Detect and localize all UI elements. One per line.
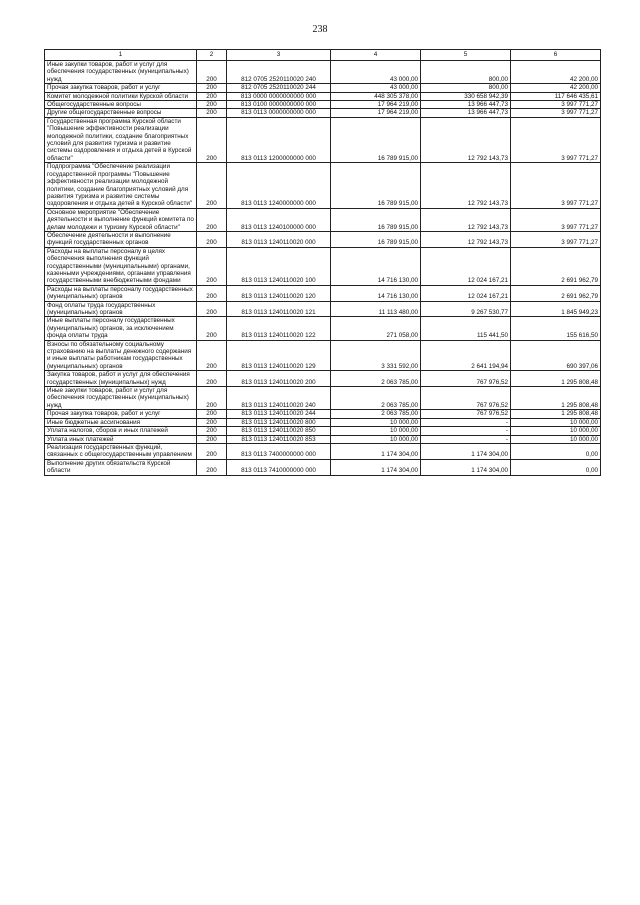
- row-unexecuted-cell: 2 691 962,79: [511, 247, 601, 285]
- row-unexecuted-cell: 42 200,00: [511, 84, 601, 92]
- row-unexecuted-cell: 690 397,06: [511, 340, 601, 371]
- row-unexecuted-cell: 3 997 771,27: [511, 231, 601, 247]
- row-executed-cell: 800,00: [421, 61, 511, 84]
- row-code-cell: 200: [197, 101, 227, 109]
- row-unexecuted-cell: 10 000,00: [511, 418, 601, 426]
- row-executed-cell: 9 267 530,77: [421, 301, 511, 317]
- row-unexecuted-cell: 3 997 771,27: [511, 208, 601, 231]
- table-row: [45, 459, 601, 475]
- row-approved-cell: 2 063 785,00: [331, 387, 421, 410]
- table-row: [45, 443, 601, 459]
- row-name-cell: Прочая закупка товаров, работ и услуг: [45, 410, 197, 418]
- column-number-row: [45, 50, 601, 61]
- row-executed-cell: 767 976,52: [421, 371, 511, 387]
- row-approved-cell: 3 331 592,00: [331, 340, 421, 371]
- row-approved-cell: 43 000,00: [331, 61, 421, 84]
- row-approved-cell: 16 789 915,00: [331, 117, 421, 162]
- row-code-cell: 200: [197, 163, 227, 208]
- row-kbk-cell: 813 0113 1240110020 100: [227, 247, 331, 285]
- row-code-cell: 200: [197, 61, 227, 84]
- table-row: [45, 285, 601, 301]
- row-name-cell: Обеспечение деятельности и выполнение функций государственных органов: [45, 231, 197, 247]
- row-unexecuted-cell: 42 200,00: [511, 61, 601, 84]
- row-kbk-cell: 813 0113 1240110020 120: [227, 285, 331, 301]
- table-row: [45, 410, 601, 418]
- row-code-cell: 200: [197, 410, 227, 418]
- row-approved-cell: 17 964 219,00: [331, 101, 421, 109]
- row-kbk-cell: 813 0113 1240110020 121: [227, 301, 331, 317]
- row-unexecuted-cell: 1 845 949,23: [511, 301, 601, 317]
- row-name-cell: Фонд оплаты труда государственных (муниципальных) органов: [45, 301, 197, 317]
- row-unexecuted-cell: 155 616,50: [511, 317, 601, 340]
- row-name-cell: Выполнение других обязательств Курской области: [45, 459, 197, 475]
- row-approved-cell: 16 789 915,00: [331, 163, 421, 208]
- row-executed-cell: 13 966 447,73: [421, 109, 511, 117]
- table-row: [45, 109, 601, 117]
- row-code-cell: 200: [197, 427, 227, 435]
- table-row: [45, 117, 601, 162]
- row-code-cell: 200: [197, 247, 227, 285]
- table-row: [45, 92, 601, 100]
- row-name-cell: Прочая закупка товаров, работ и услуг: [45, 84, 197, 92]
- row-unexecuted-cell: 10 000,00: [511, 427, 601, 435]
- row-code-cell: 200: [197, 84, 227, 92]
- row-code-cell: 200: [197, 109, 227, 117]
- row-name-cell: Реализация государственных функций, связанных с общегосударственным управлением: [45, 443, 197, 459]
- row-code-cell: 200: [197, 435, 227, 443]
- table-row: [45, 84, 601, 92]
- row-executed-cell: 12 792 143,73: [421, 231, 511, 247]
- row-approved-cell: 10 000,00: [331, 418, 421, 426]
- table-row: [45, 427, 601, 435]
- row-code-cell: 200: [197, 371, 227, 387]
- row-kbk-cell: 813 0113 7410000000 000: [227, 459, 331, 475]
- row-name-cell: Иные выплаты персоналу государственных (муниципальных) органов, за исключением фонда оплаты труда: [45, 317, 197, 340]
- row-executed-cell: -: [421, 427, 511, 435]
- row-approved-cell: 1 174 304,00: [331, 443, 421, 459]
- row-kbk-cell: 813 0113 1240110020 850: [227, 427, 331, 435]
- row-name-cell: Иные закупки товаров, работ и услуг для обеспечения государственных (муниципальных) нужд: [45, 61, 197, 84]
- row-unexecuted-cell: 3 997 771,27: [511, 101, 601, 109]
- row-kbk-cell: 812 0705 2520110020 240: [227, 61, 331, 84]
- row-executed-cell: 12 024 167,21: [421, 247, 511, 285]
- row-approved-cell: 16 789 915,00: [331, 231, 421, 247]
- row-executed-cell: -: [421, 418, 511, 426]
- row-unexecuted-cell: 3 997 771,27: [511, 163, 601, 208]
- table-row: [45, 340, 601, 371]
- row-code-cell: 200: [197, 418, 227, 426]
- row-approved-cell: 1 174 304,00: [331, 459, 421, 475]
- row-unexecuted-cell: 0,00: [511, 459, 601, 475]
- row-kbk-cell: 813 0113 1240110020 853: [227, 435, 331, 443]
- row-name-cell: Комитет молодежной политики Курской области: [45, 92, 197, 100]
- row-kbk-cell: 813 0113 1240110020 129: [227, 340, 331, 371]
- row-executed-cell: 1 174 304,00: [421, 459, 511, 475]
- row-executed-cell: 115 441,50: [421, 317, 511, 340]
- row-executed-cell: 767 976,52: [421, 387, 511, 410]
- row-name-cell: Подпрограмма "Обеспечение реализации государственной программы "Повышение эффективности реализации молодежной политики, создание благоприятных условий для развития туризма и развитие системы оздоровления и отдыха детей в Курской области": [45, 163, 197, 208]
- row-unexecuted-cell: 1 295 808,48: [511, 410, 601, 418]
- row-approved-cell: 11 113 480,00: [331, 301, 421, 317]
- row-approved-cell: 43 000,00: [331, 84, 421, 92]
- row-name-cell: Взносы по обязательному социальному страхованию на выплаты денежного содержания и иные выплаты работникам государственных (муниципальных) органов: [45, 340, 197, 371]
- row-approved-cell: 2 063 785,00: [331, 371, 421, 387]
- row-code-cell: 200: [197, 285, 227, 301]
- row-executed-cell: 12 792 143,73: [421, 163, 511, 208]
- row-name-cell: Закупка товаров, работ и услуг для обеспечения государственных (муниципальных) нужд: [45, 371, 197, 387]
- row-code-cell: 200: [197, 117, 227, 162]
- row-code-cell: 200: [197, 208, 227, 231]
- row-code-cell: 200: [197, 459, 227, 475]
- row-approved-cell: 14 716 130,00: [331, 247, 421, 285]
- column-header: 6: [511, 50, 601, 61]
- row-name-cell: Уплата налогов, сборов и иных платежей: [45, 427, 197, 435]
- budget-execution-table: [44, 49, 601, 476]
- row-kbk-cell: 813 0113 1240000000 000: [227, 163, 331, 208]
- row-executed-cell: 2 641 194,94: [421, 340, 511, 371]
- row-unexecuted-cell: 0,00: [511, 443, 601, 459]
- row-kbk-cell: 812 0705 2520110020 244: [227, 84, 331, 92]
- row-name-cell: Уплата иных платежей: [45, 435, 197, 443]
- row-name-cell: Другие общегосударственные вопросы: [45, 109, 197, 117]
- row-name-cell: Государственная программа Курской области "Повышение эффективности реализации молодежной политики, создание благоприятных условий для развития туризма и развитие системы оздоровления и отдыха детей в Курской области": [45, 117, 197, 162]
- table-row: [45, 301, 601, 317]
- row-kbk-cell: 813 0113 1240110020 000: [227, 231, 331, 247]
- row-code-cell: 200: [197, 340, 227, 371]
- row-code-cell: 200: [197, 92, 227, 100]
- row-name-cell: Расходы на выплаты персоналу государственных (муниципальных) органов: [45, 285, 197, 301]
- row-kbk-cell: 813 0113 0000000000 000: [227, 109, 331, 117]
- row-kbk-cell: 813 0113 1240110020 122: [227, 317, 331, 340]
- row-code-cell: 200: [197, 301, 227, 317]
- row-kbk-cell: 813 0100 0000000000 000: [227, 101, 331, 109]
- row-unexecuted-cell: 3 997 771,27: [511, 109, 601, 117]
- row-approved-cell: 16 789 915,00: [331, 208, 421, 231]
- page-number: 238: [312, 24, 328, 35]
- row-approved-cell: 448 305 378,00: [331, 92, 421, 100]
- table-row: [45, 101, 601, 109]
- table-row: [45, 418, 601, 426]
- row-approved-cell: 14 716 130,00: [331, 285, 421, 301]
- table-row: [45, 61, 601, 84]
- column-header: 2: [197, 50, 227, 61]
- row-unexecuted-cell: 1 295 808,48: [511, 371, 601, 387]
- row-unexecuted-cell: 10 000,00: [511, 435, 601, 443]
- table-row: [45, 435, 601, 443]
- row-executed-cell: 12 792 143,73: [421, 117, 511, 162]
- column-header: 3: [227, 50, 331, 61]
- row-kbk-cell: 813 0113 7400000000 000: [227, 443, 331, 459]
- table-row: [45, 387, 601, 410]
- table-row: [45, 208, 601, 231]
- table-row: [45, 371, 601, 387]
- row-name-cell: Основное мероприятие "Обеспечение деятельности и выполнение функций комитета по делам молодежи и туризму Курской области": [45, 208, 197, 231]
- row-code-cell: 200: [197, 231, 227, 247]
- row-unexecuted-cell: 1 295 808,48: [511, 387, 601, 410]
- row-approved-cell: 10 000,00: [331, 435, 421, 443]
- row-kbk-cell: 813 0113 1240110020 244: [227, 410, 331, 418]
- row-kbk-cell: 813 0000 0000000000 000: [227, 92, 331, 100]
- column-header: 4: [331, 50, 421, 61]
- row-code-cell: 200: [197, 387, 227, 410]
- row-approved-cell: 10 000,00: [331, 427, 421, 435]
- table-row: [45, 317, 601, 340]
- row-approved-cell: 17 964 219,00: [331, 109, 421, 117]
- row-code-cell: 200: [197, 317, 227, 340]
- table-body: [45, 61, 601, 476]
- row-kbk-cell: 813 0113 1200000000 000: [227, 117, 331, 162]
- row-name-cell: Иные бюджетные ассигнования: [45, 418, 197, 426]
- row-executed-cell: 800,00: [421, 84, 511, 92]
- row-executed-cell: 330 658 942,39: [421, 92, 511, 100]
- column-header: 1: [45, 50, 197, 61]
- row-executed-cell: 1 174 304,00: [421, 443, 511, 459]
- row-unexecuted-cell: 117 646 435,61: [511, 92, 601, 100]
- row-name-cell: Расходы на выплаты персоналу в целях обеспечения выполнения функций государственными (муниципальными) органами, казенными учреждениями, органами управления государственными внебюджетными фондами: [45, 247, 197, 285]
- table-row: [45, 247, 601, 285]
- row-unexecuted-cell: 3 997 771,27: [511, 117, 601, 162]
- row-approved-cell: 271 058,00: [331, 317, 421, 340]
- row-name-cell: Общегосударственные вопросы: [45, 101, 197, 109]
- row-approved-cell: 2 063 785,00: [331, 410, 421, 418]
- row-executed-cell: 13 966 447,73: [421, 101, 511, 109]
- row-executed-cell: 12 792 143,73: [421, 208, 511, 231]
- row-unexecuted-cell: 2 691 962,79: [511, 285, 601, 301]
- row-kbk-cell: 813 0113 1240100000 000: [227, 208, 331, 231]
- row-code-cell: 200: [197, 443, 227, 459]
- row-kbk-cell: 813 0113 1240110020 800: [227, 418, 331, 426]
- row-name-cell: Иные закупки товаров, работ и услуг для обеспечения государственных (муниципальных) нужд: [45, 387, 197, 410]
- row-executed-cell: 12 024 167,21: [421, 285, 511, 301]
- table-row: [45, 231, 601, 247]
- column-header: 5: [421, 50, 511, 61]
- table-row: [45, 163, 601, 208]
- row-executed-cell: 767 976,52: [421, 410, 511, 418]
- row-executed-cell: -: [421, 435, 511, 443]
- row-kbk-cell: 813 0113 1240110020 200: [227, 371, 331, 387]
- row-kbk-cell: 813 0113 1240110020 240: [227, 387, 331, 410]
